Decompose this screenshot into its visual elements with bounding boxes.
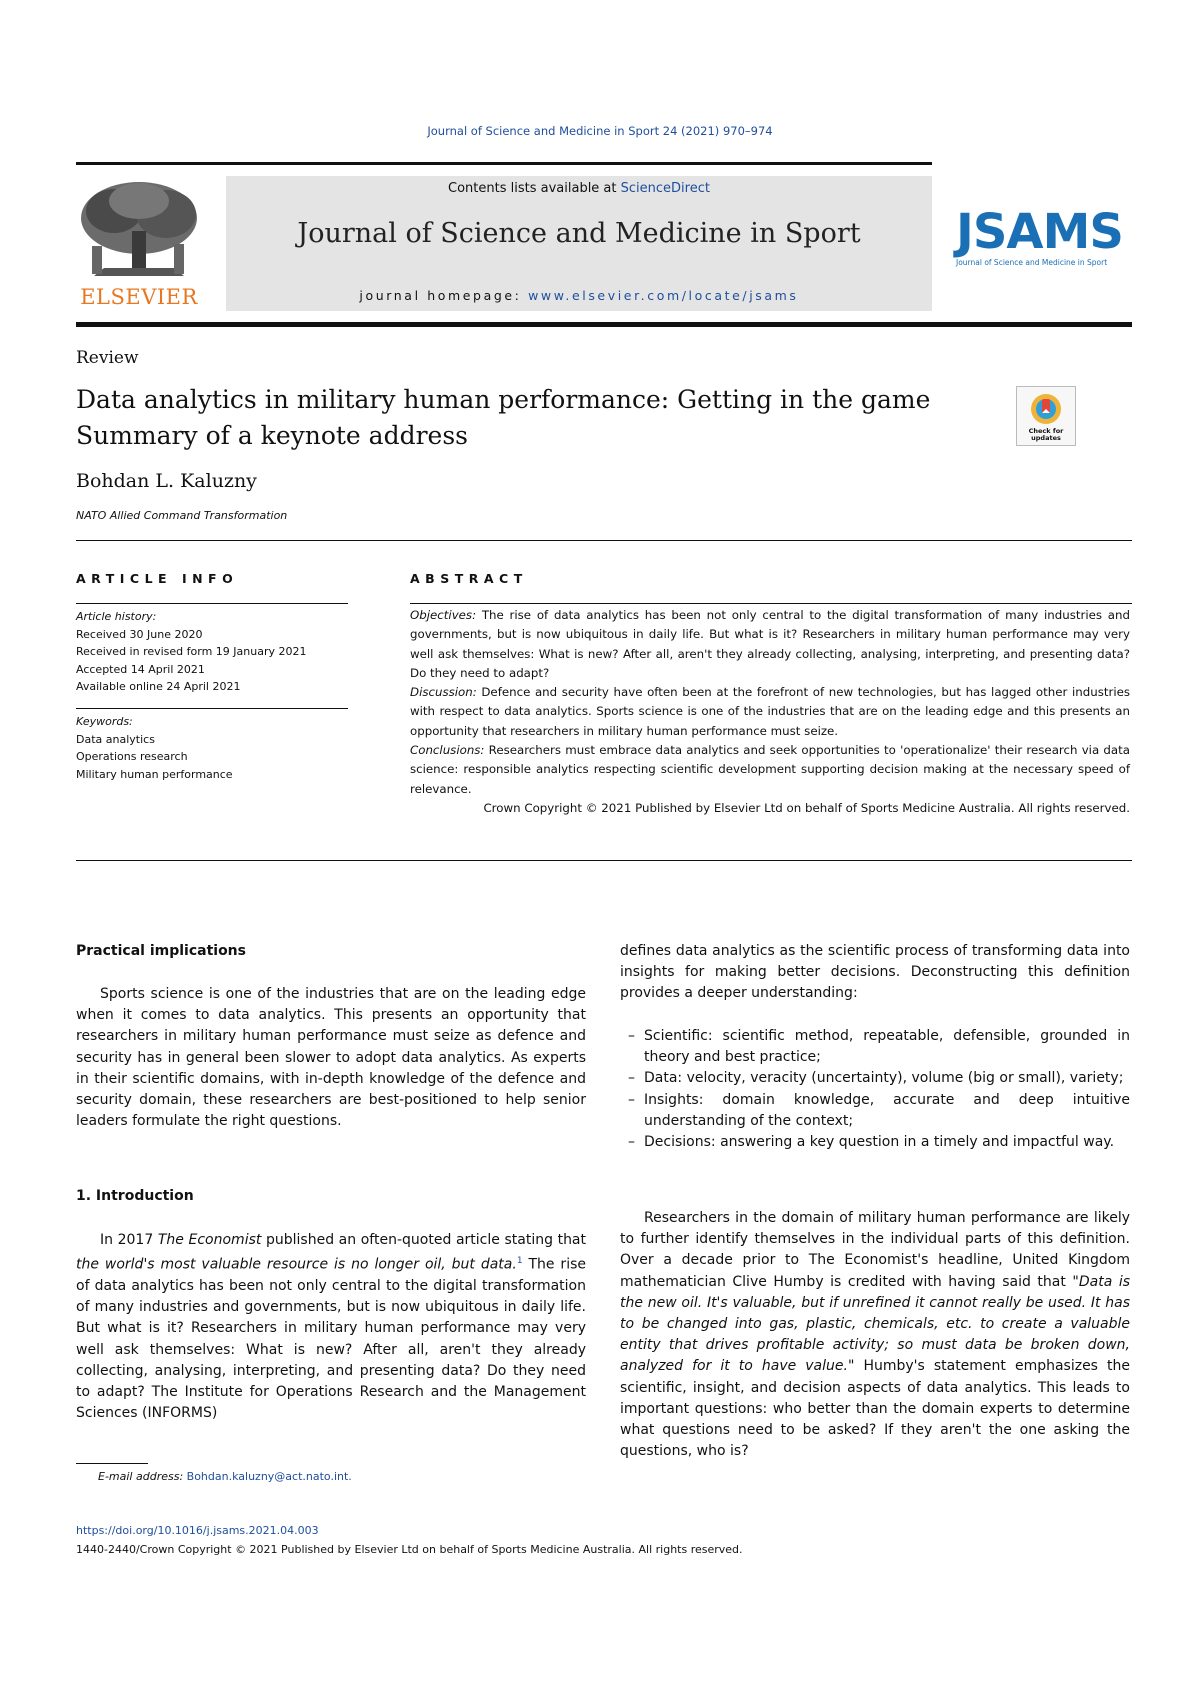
keyword-item: Data analytics xyxy=(76,732,155,746)
homepage-line xyxy=(226,288,932,303)
conclusions-text: Researchers must embrace data analytics and seek opportunities to 'operationalize' their research via data science: responsible analytics respecting scientific development supporting decision making at the necessary speed of relevance. xyxy=(410,743,1130,796)
elsevier-tree-icon xyxy=(74,176,204,284)
crossmark-label: Check for updates xyxy=(1028,427,1064,442)
header-top-rule xyxy=(76,162,932,165)
list-item: – Data: velocity, veracity (uncertainty), volume (big or small), variety; xyxy=(620,1068,1130,1089)
objectives-label: Objectives: xyxy=(410,608,477,622)
jsams-logo xyxy=(956,204,1136,267)
intro-economist: The Economist xyxy=(157,1232,262,1248)
footnote-rule xyxy=(76,1463,148,1464)
humby-quote: Data is the new oil. It's valuable, but if unrefined it cannot really be used. It has to be changed into gas, plastic, chemicals, etc. to create a valuable entity that drives profitable activity; so must data be broken down, analyzed for it to have value. xyxy=(620,1273,1131,1375)
contents-prefix: Contents lists available at xyxy=(448,181,621,196)
intro-quote: the world's most valuable resource is no longer oil, but data. xyxy=(76,1256,517,1273)
header-bottom-rule xyxy=(76,322,1132,327)
intro-part-c: The rise of data analytics has been not only central to the digital transformation of many industries and governments, but is now ubiquitous in daily life. But what is it? Researchers in military human performance may very well ask themselves: What is new? After all, aren't they already collecting, analysing, interpreting, and presenting data? Do they need to adapt? The Institute for Operations Research and the Management Sciences (INFORMS) xyxy=(76,1256,586,1422)
list-item: – Scientific: scientific method, repeatable, defensible, grounded in theory and best practice; xyxy=(620,1026,1130,1068)
article-info-rule-1 xyxy=(76,603,348,604)
title-line-1: Data analytics in military human performance: Getting in the game xyxy=(76,385,931,414)
history-label: Article history: xyxy=(76,610,157,623)
footnote-ref[interactable]: 1 xyxy=(516,1256,523,1267)
homepage-link[interactable]: www.elsevier.com/locate/jsams xyxy=(528,288,799,303)
abstract-heading: ABSTRACT xyxy=(410,571,528,586)
keyword-item: Military human performance xyxy=(76,767,233,781)
discussion-text: Defence and security have often been at the forefront of new technologies, but has lagged other industries with respect to data analytics. Sports science is one of the industries that are on the leading edge and this presents an opportunity that researchers in military human performance must seize. xyxy=(410,685,1130,738)
elsevier-logo xyxy=(74,176,204,311)
title-block-rule xyxy=(76,540,1132,541)
history-received: Received 30 June 2020 xyxy=(76,627,203,641)
issn-copyright: 1440-2440/Crown Copyright © 2021 Published by Elsevier Ltd on behalf of Sports Medicine Australia. All rights reserved. xyxy=(76,1543,743,1556)
list-item: – Decisions: answering a key question in a timely and impactful way. xyxy=(620,1132,1130,1153)
abstract-body xyxy=(410,606,1130,818)
abstract-copyright: Crown Copyright © 2021 Published by Elsevier Ltd on behalf of Sports Medicine Australia. All rights reserved. xyxy=(483,800,1130,815)
abstract-rule xyxy=(410,603,1132,604)
abstract-bottom-rule xyxy=(76,860,1132,861)
article-info-heading: ARTICLE INFO xyxy=(76,571,239,586)
list-item: – Insights: domain knowledge, accurate and deep intuitive understanding of the context; xyxy=(620,1090,1130,1132)
check-for-updates-badge[interactable] xyxy=(1016,386,1076,446)
article-info-rule-2 xyxy=(76,708,348,709)
right-paragraph-2 xyxy=(620,1208,1130,1462)
title-line-2: Summary of a keynote address xyxy=(76,421,468,450)
author-affiliation: NATO Allied Command Transformation xyxy=(76,509,288,522)
intro-part-b: published an often-quoted article stating that xyxy=(261,1232,587,1248)
p2-part-a: Researchers in the domain of military human performance are likely to further identify themselves in the individual parts of this definition. Over a decade prior to The Economist's headline, United Kingdom mathematician Clive Humby is credited with having said that " xyxy=(620,1210,1130,1290)
elsevier-wordmark: ELSEVIER xyxy=(80,285,198,309)
contents-line xyxy=(226,181,932,196)
conclusions-label: Conclusions: xyxy=(410,743,485,758)
keyword-item: Operations research xyxy=(76,750,188,763)
article-history xyxy=(76,608,356,696)
intro-part-a: In 2017 xyxy=(100,1232,158,1248)
history-online: Available online 24 April 2021 xyxy=(76,680,241,693)
history-accepted: Accepted 14 April 2021 xyxy=(76,662,205,676)
discussion-label: Discussion: xyxy=(410,685,477,700)
definition-list xyxy=(620,1026,1130,1153)
history-revised: Received in revised form 19 January 2021 xyxy=(76,645,307,658)
jsams-wordmark: JSAMS xyxy=(956,204,1123,260)
introduction-heading: 1. Introduction xyxy=(76,1188,194,1204)
journal-citation[interactable]: Journal of Science and Medicine in Sport 24 (2021) 970–974 xyxy=(427,124,773,138)
abstract-objectives xyxy=(410,606,1130,683)
homepage-prefix: journal homepage: xyxy=(359,288,529,303)
right-paragraph-1: defines data analytics as the scientific process of transforming data into insights for making better decisions. Deconstructing this definition provides a deeper understanding: xyxy=(620,943,1130,1002)
article-type: Review xyxy=(76,348,139,368)
practical-implications-heading: Practical implications xyxy=(76,943,246,959)
journal-title: Journal of Science and Medicine in Sport xyxy=(297,218,861,249)
p2-part-b: " Humby's statement emphasizes the scientific, insight, and decision aspects of data analytics. This leads to important questions: who better than the domain experts to determine what questions need to be asked? If they aren't the one asking the questions, who is? xyxy=(620,1358,1130,1460)
email-footnote xyxy=(98,1470,352,1483)
practical-implications-text: Sports science is one of the industries that are on the leading edge when it comes to data analytics. This presents an opportunity that researchers in military human performance must seize as defence and security has in general been slower to adopt data analytics. As experts in their scientific domains, with in-depth knowledge of the defence and security domain, these researchers are best-positioned to help senior leaders formulate the right questions. xyxy=(76,986,586,1130)
email-label: E-mail address: xyxy=(98,1470,187,1483)
sciencedirect-link[interactable]: ScienceDirect xyxy=(620,181,710,196)
article-title xyxy=(76,382,976,454)
keywords xyxy=(76,713,356,783)
abstract-discussion xyxy=(410,683,1130,741)
abstract-conclusions xyxy=(410,741,1130,799)
author-name: Bohdan L. Kaluzny xyxy=(76,470,257,492)
jsams-subtitle: Journal of Science and Medicine in Sport xyxy=(956,258,1108,267)
journal-banner xyxy=(226,176,932,311)
objectives-text: The rise of data analytics has been not only central to the digital transformation of many industries and governments, but is now ubiquitous in daily life. But what is it? Researchers in military human performance may very well ask themselves: What is new? After all, aren't they already collecting, analysing, interpreting, and presenting data? Do they need to adapt? xyxy=(410,608,1130,680)
doi-link[interactable]: https://doi.org/10.1016/j.jsams.2021.04.003 xyxy=(76,1524,319,1537)
introduction-text xyxy=(76,1230,586,1424)
email-link[interactable]: Bohdan.kaluzny@act.nato.int. xyxy=(186,1470,352,1483)
keywords-label: Keywords: xyxy=(76,715,133,728)
